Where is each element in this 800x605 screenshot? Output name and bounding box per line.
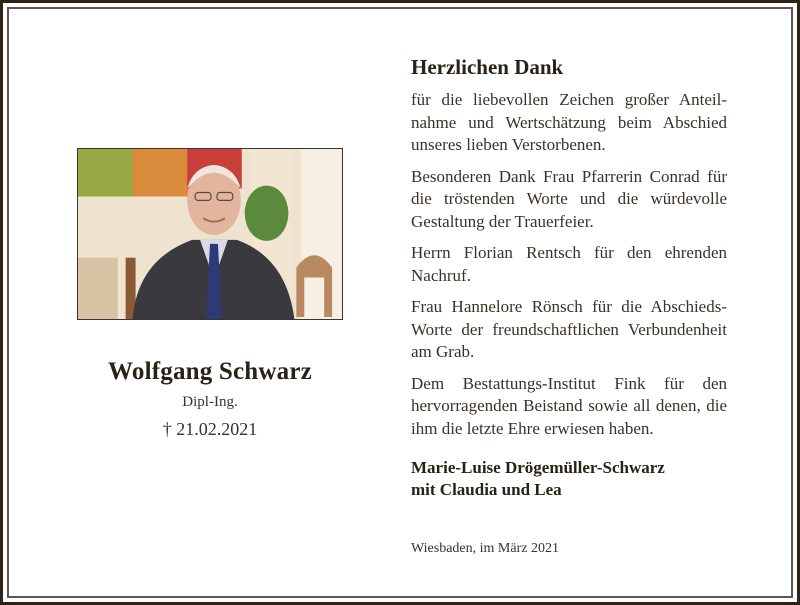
portrait-photo (77, 148, 343, 320)
signature-family: mit Claudia und Lea (411, 480, 562, 499)
signature (411, 457, 741, 501)
thanks-text-column (411, 54, 727, 449)
deceased-title: Dipl-Ing. (182, 394, 238, 410)
deceased-name: Wolfgang Schwarz (108, 358, 312, 385)
death-date: † 21.02.2021 (162, 419, 258, 439)
signature-name: Marie-Luise Drögemüller-Schwarz (411, 458, 665, 477)
portrait-image (78, 149, 342, 319)
place-date: Wiesbaden, im März 2021 (411, 541, 559, 556)
paragraph-obituary: Herrn Florian Rentsch für den ehrenden Nachruf. (411, 243, 727, 285)
paragraph-sympathy: für die liebevollen Zeichen großer Anteilnahme und Wertschätzung beim Abschied unseres lieben Verstorbenen. (411, 90, 727, 154)
paragraph-funeral-home: Dem Bestattungs-Institut Fink für den hervorragenden Beistand sowie all denen, die ihm die letzte Ehre erwiesen haben. (411, 373, 727, 438)
notice-heading: Herzlichen Dank (411, 55, 564, 79)
paragraph-farewell-words: Frau Hannelore Rönsch für die Abschieds-Worte der freundschaftlichen Verbundenheit am Grab. (411, 297, 727, 361)
paragraph-pastor: Besonderen Dank Frau Pfarrerin Conrad für die tröstenden Worte und die würdevolle Gestaltung der Trauerfeier. (411, 166, 727, 231)
